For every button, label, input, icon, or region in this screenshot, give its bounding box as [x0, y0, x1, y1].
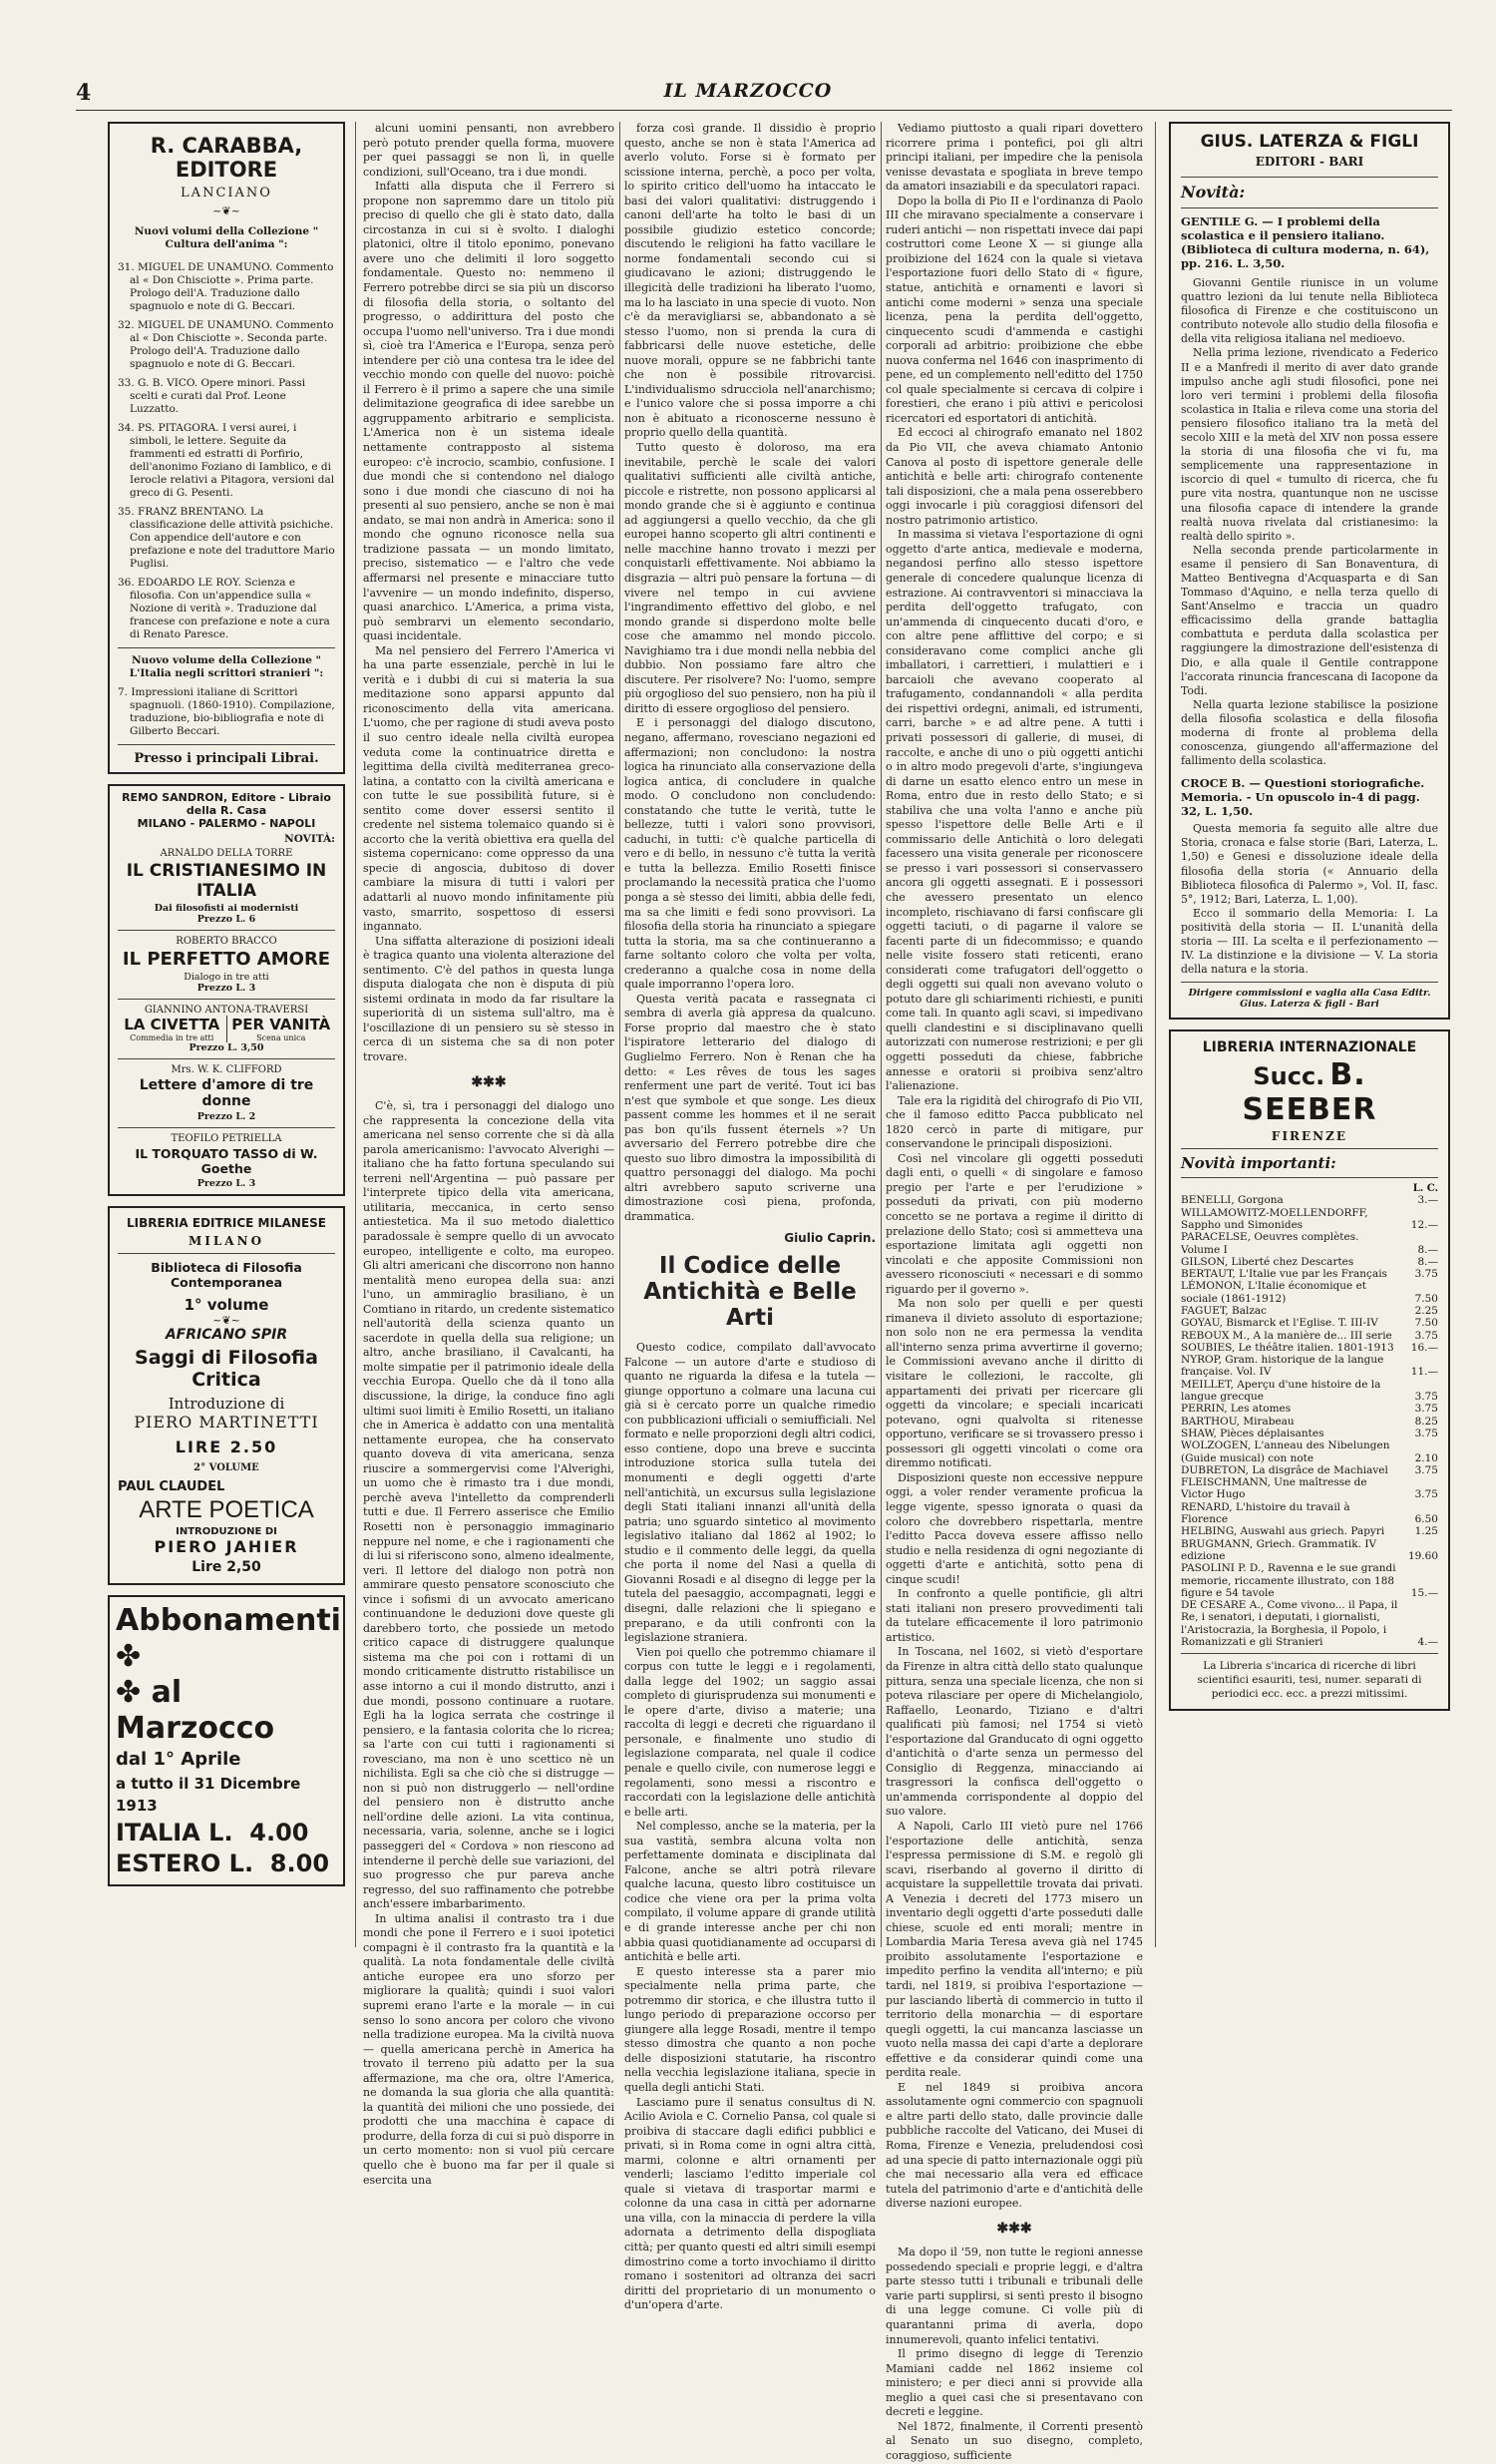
- laterza-footer: Dirigere commissioni e vaglia alla Casa Editr. Gius. Laterza & figli - Bari: [1188, 988, 1431, 1011]
- paragraph: Questa memoria fa seguito alle altre due Storia, cronaca e false storie (Bari, Laterza, L. 1,50) e Genesi e dissoluzione ideale della filosofia della storia (« Annuario della Biblioteca filosofica di Palermo », Vol. II, fasc. 5°, 1912; Bari, Laterza, L. 1,00).: [1181, 822, 1438, 906]
- book-row: [1181, 1501, 1438, 1526]
- book-title: BENELLI, Gorgona: [1181, 1194, 1284, 1207]
- book-price: 2.10: [1414, 1451, 1438, 1464]
- codice-title: Il Codice delle Antichità e Belle Arti: [643, 1253, 857, 1332]
- book-title: PERRIN, Les atomes: [1181, 1403, 1292, 1416]
- book-row: [1181, 1464, 1438, 1476]
- book-row: [1181, 1330, 1438, 1342]
- sandron-author-2: ROBERTO BRACCO: [176, 936, 277, 947]
- list-item: 35. FRANZ BRENTANO. La classificazione delle attività psichiche. Con appendice dell'autore e con prefazione e note del traduttore Mario Puglisi.: [118, 506, 335, 570]
- abbonamenti-line-4: a tutto il 31 Dicembre 1913: [116, 1775, 301, 1815]
- book-title: SOUBIES, Le théâtre italien. 1801-1913: [1181, 1341, 1394, 1354]
- milanese-price-2: Lire 2,50: [191, 1559, 261, 1575]
- paragraph: Vien poi quello che potremmo chiamare il corpus con tutte le leggi e i regolamenti, dalla legge del 1902; un saggio assai completo di giurisprudenza sui monumenti e le opere d'arte, diviso a materie; una raccolta di leggi e decreti che riguardano il personale, e finalmente uno studio di legislazione comparata, nel quale il codice penale e quello civile, con numerose leggi e regolamenti, sono messi a riscontro e raccordati con la legislazione delle antichità e belle arti.: [624, 1645, 876, 1819]
- ad-milanese: [108, 1206, 345, 1585]
- carabba-list: [118, 261, 335, 641]
- milanese-header: LIBRERIA EDITRICE MILANESE: [127, 1216, 326, 1230]
- sandron-author-4: Mrs. W. K. CLIFFORD: [171, 1064, 282, 1075]
- paragraph: Lasciamo pure il senatus consultus di N. Acilio Aviola e C. Cornelio Pansa, col quale si proibiva di staccare dagli edifici pubblici e privati, sì in Roma come in ogni altra città, marmi, colonne e altri ornamenti per venderli; lasciamo l'editto imperiale col quale si vietava di trasportar marmi e colonne da una casa in città per adornarne una villa, con la minaccia di perdere la villa adornata a detrimento della dispogliata città; per quanto questi ed altri simili esempi dimostrino come a torto invochiamo il diritto romano i sostenitori ad oltranza dei sacri diritti del proprietario di un monumento o d'un'opera d'arte.: [624, 2095, 876, 2312]
- abbonamenti-line-2: ✤ al Marzocco: [116, 1675, 275, 1746]
- paragraph: Giovanni Gentile riunisce in un volume quattro lezioni da lui tenute nella Biblioteca filosofica di Firenze e che costituiscono un contributo notevole allo studio della filosofia e della vita religiosa italiana nel medioevo.: [1181, 276, 1438, 346]
- book-title: BARTHOU, Mirabeau: [1181, 1415, 1295, 1428]
- divider: [1181, 1653, 1438, 1654]
- book-row: [1181, 1599, 1438, 1648]
- sandron-author-5: TEOFILO PETRIELLA: [171, 1133, 282, 1144]
- seeber-succ: Succ.: [1253, 1062, 1325, 1091]
- paragraph: Una siffatta alterazione di posizioni ideali è tragica quanto una violenta alterazione del sentimento. C'è del pathos in questa lunga disputa dialogata che non è disputa di più sistemi ordinata in modo da far risultare la superiorità di un sistema sull'altro, ma è l'oscillazione di un pensiero su sè stesso in cerca di un sistema che sa di non poter trovare.: [363, 934, 614, 1063]
- book-row: [1181, 1207, 1438, 1232]
- book-price: 3.75: [1414, 1268, 1438, 1281]
- paragraph: Ma nel pensiero del Ferrero l'America vi ha una parte essenziale, perchè in lui le verità e i dubbi di cui si materia la sua meditazione sono apparsi appunto dal riconoscimento della vita americana. L'uomo, che per ragione di studi aveva posto il suo centro ideale nella civiltà europea veduta come la continuatrice diretta e legittima della civiltà mediterranea greco-latina, a contatto con la civiltà americana e con tutte le sue possibilità future, si è sentito come dover essersi sentito il credente nel sistema tolemaico quando si è accorto che la verità obiettiva era quella del sistema copernicano: come oppresso da una specie di angoscia, dubitoso di dover cambiare la misura di tutti i valori per adattarli al nuovo mondo infinitamente più vasto, smarrito, sospettoso di essersi ingannato.: [363, 643, 614, 934]
- book-price: 6.50: [1414, 1513, 1438, 1526]
- flourish: ~❦~: [212, 1314, 240, 1327]
- paragraph: A Napoli, Carlo III vietò pure nel 1766 l'esportazione delle antichità, senza l'espressa permissione di S.M. e regolò gli scavi, riserbando al governo il diritto di acquistare la suppellettile trovata dai privati. A Venezia i decreti del 1773 misero un inventario degli oggetti d'arte posseduti dalle chiese, scuole ed enti morali; mentre in Lombardia Maria Teresa aveva già nel 1745 proibito assolutamente l'esportazione e impedito perfino la vendita all'interno; e più tardi, nel 1819, si proibiva l'esportazione — pur lasciando libertà di commercio in tutto il territorio della monarchia — di esportare quegli oggetti, la cui mancanza lasciasse un vuoto nella massa dei capi d'arte a deplorare effettive e da considerar quindi come una perdita reale.: [886, 1819, 1143, 2080]
- carabba-series-head: Nuovi volumi della Collezione " Cultura dell'anima ":: [134, 225, 319, 250]
- sandron-price-3: Prezzo L. 3,50: [188, 1042, 264, 1053]
- seeber-currency: L. C.: [1412, 1183, 1438, 1195]
- laterza-book-1-head: GENTILE G. — I problemi della scolastica e il pensiero italiano. (Biblioteca di cultura moderna, n. 64), pp. 216. L. 3,50.: [1181, 214, 1430, 270]
- sandron-sub-3b: Scena unica: [256, 1033, 306, 1042]
- book-row: [1181, 1525, 1438, 1537]
- sandron-sub-2: Dialogo in tre atti: [184, 972, 269, 983]
- book-title: FLEISCHMANN, Une maîtresse de Victor Hugo: [1181, 1476, 1367, 1501]
- milanese-city: MILANO: [187, 1234, 265, 1248]
- book-row: [1181, 1439, 1438, 1464]
- laterza-sub: EDITORI - BARI: [1255, 155, 1364, 169]
- paragraph: In Toscana, nel 1602, si vietò d'esportare da Firenze in altra città dello stato qualunque pittura, senza una speciale licenza, che non si poteva rilasciare per opere di Michelangiolo, Raffaello, Leonardo, Tiziano e d'altri qualificati più famosi; nel 1754 si vietò l'esportazione dal Granducato di ogni oggetto d'antichità o d'arte senza un permesso del Consiglio di Reggenza, minacciando ai trasgressori la confisca dell'oggetto o un'ammenda corrispondente al doppio del suo valore.: [886, 1645, 1143, 1819]
- book-price: 4.—: [1417, 1636, 1438, 1648]
- ad-abbonamenti: [108, 1595, 345, 1886]
- divider: [118, 930, 335, 931]
- laterza-novita: Novità:: [1181, 183, 1246, 202]
- book-title: MEILLET, Aperçu d'une histoire de la langue grecque: [1181, 1378, 1381, 1404]
- sandron-title-1: IL CRISTIANESIMO IN ITALIA: [126, 861, 327, 901]
- seeber-name: B. SEEBER: [1242, 1057, 1377, 1128]
- book-title: RENARD, L'histoire du travail à Florence: [1181, 1500, 1350, 1526]
- book-row: [1181, 1538, 1438, 1563]
- sandron-title-2: IL PERFETTO AMORE: [122, 949, 331, 970]
- book-row: [1181, 1403, 1438, 1415]
- paragraph: alcuni uomini pensanti, non avrebbero però potuto prender quella forma, muovere per quei passaggi se non lì, in quelle condizioni, sull'Oceano, tra i due mondi.: [363, 122, 614, 179]
- book-title: SHAW, Pièces déplaisantes: [1181, 1427, 1324, 1439]
- paragraph: forza così grande. Il dissidio è proprio questo, anche se non è stata l'America ad averlo voluto. Forse si è formato per scissione interna, perchè, a poco per volta, lo spirito critico dell'uomo ha intaccato le basi dei valori qualitativi: distruggendo i canoni dell'arte ha tolto le basi di un possibile giudizio estetico concorde; discutendo le religioni ha fatto vacillare le norme fondamentali secondo cui si giudicavano le azioni; distruggendo le illegicità delle tradizioni ha liberato l'uomo, ma lo ha lasciato in una specie di vuoto. Non c'è da meravigliarsi se, abbandonato a sè stesso l'uomo, non si prenda la cura di fabbricarsi delle nuove estetiche, delle nuove morali, oppure se ne fabbrichi tante che non è possibile ritrovarcisi. L'individualismo sdrucciola nell'anarchismo; e l'unico valore che si possa imporre a chi non è abituato a riconoscerne nessuno è proprio quello della quantità.: [624, 122, 876, 440]
- paragraph: Vediamo piuttosto a quali ripari dovettero ricorrere prima i pontefici, poi gli altri principi italiani, per impedire che la penisola venisse devastata e spogliata in breve tempo da amatori insaziabili e da speculatori rapaci.: [886, 122, 1143, 194]
- book-title: GOYAU, Bismarck et l'Eglise. T. III-IV: [1181, 1317, 1378, 1330]
- paragraph: Il primo disegno di legge di Terenzio Mamiani cadde nel 1862 insieme col ministero; e per dieci anni si provvide alla meglio a quei casi che si presentavano con decreti e leggine.: [886, 2347, 1143, 2419]
- milanese-title-2: ARTE POETICA: [139, 1496, 314, 1523]
- book-price: 8.—: [1417, 1255, 1438, 1268]
- paragraph: Tale era la rigidità del chirografo di Pio VII, che il famoso editto Pacca pubblicato nel 1820 cercò in parte di mitigare, pur conservandone le principali disposizioni.: [886, 1093, 1143, 1151]
- paragraph: Nel 1872, finalmente, il Correnti presentò al Senato un suo disegno, completo, coraggioso, sufficiente: [886, 2419, 1143, 2462]
- book-price: 12.—: [1410, 1218, 1438, 1231]
- laterza-name: GIUS. LATERZA & FIGLI: [1200, 132, 1419, 152]
- milanese-author-1: AFRICANO SPIR: [165, 1327, 288, 1343]
- sandron-title-3b-cell: [227, 1016, 336, 1042]
- list-item: 31. MIGUEL DE UNAMUNO. Commento al « Don Chisciotte ». Prima parte. Prologo dell'A. Traduzione dallo spagnuolo e note di G. Beccari.: [118, 261, 334, 312]
- carabba-list-2: [118, 686, 335, 738]
- sandron-title-3-row: [118, 1016, 335, 1042]
- paragraph: Dopo la bolla di Pio II e l'ordinanza di Paolo III che miravano specialmente a conservare i ruderi antichi — non rispettati invece dai papi costruttori come Leone X — si giunge alla proibizione del 1624 con la quale si vietava l'esportazione fuori dello Stato di « figure, statue, antichità e ornamenti e lavori sì antichi come moderni » senza una speciale licenza, pena la perdita dell'oggetto, cinquecento scudi d'ammenda e castighi corporali ad arbitrio: proibizione che ebbe nuova conferma nel 1646 con inasprimento di pene, ed un complemento nell'editto del 1750 col quale specialmente si cercava di colpire i forestieri, che erano i più attivi e pericolosi ricercatori ed esportatori di antichità.: [886, 194, 1143, 425]
- abbonamenti-line-5: ITALIA L. 4.00: [116, 1819, 309, 1847]
- book-row: [1181, 1342, 1438, 1354]
- sandron-cities: MILANO - PALERMO - NAPOLI: [137, 817, 316, 830]
- paragraph: E questo interesse sta a parer mio specialmente nella prima parte, che potremmo dir storica, e che illustra tutto il lungo periodo di preparazione occorso per giungere alla legge Rosadi, mentre il tempo stesso dimostra che quanto a non poche delle disposizioni statutarie, ha riscontro nella vecchia legislazione italiana, specie in quella degli antichi Stati.: [624, 1964, 876, 2094]
- book-row: [1181, 1476, 1438, 1501]
- divider: [1181, 1148, 1438, 1149]
- paragraph: In confronto a quelle pontificie, gli altri stati italiani non presero provvedimenti tali da tutelare efficacemente il loro patrimonio artistico.: [886, 1587, 1143, 1644]
- divider: [118, 647, 335, 648]
- book-price: 2.25: [1414, 1304, 1438, 1317]
- paragraph: In massima si vietava l'esportazione di ogni oggetto d'arte antica, medievale e moderna, negandosi perfino allo stesso ispettore generale di concedere qualunque licenza di estrazione. Ai contravventori si minacciava la perdita dell'oggetto trafugato, con un'ammenda di cinquecento ducati d'oro, e con altre pene afflittive del corpo; e si consideravano come complici anche gli imballatori, i carrettieri, i mulattieri e i barcaioli che avevano cooperato al trafugamento, condannandoli « alla perdita dei rispettivi ordegni, animali, ed istrumenti, carri, barche » e ad altre pene. A tutti i privati possessori di gallerie, di musei, di raccolte, e anche di uno o più oggetti antichi o in altro modo pregevoli d'arte, s'ingiungeva di darne un esatto elenco entro un mese in Roma, entro due in resto dello Stato; e si stabiliva che una volta l'anno e anche più spesso l'ispettore delle Belle Arti e il commissario delle Antichità o loro delegati facessero una visita generale per riconoscere se presso i vari possessori si conservassero ancora gli oggetti assegnati. E i possessori che avessero presentato un elenco incompleto, rischiavano di farsi confiscare gli oggetti taciuti, o di pagarne il valore se facenti parte di un fidecommisso; e quando nelle visite fossero stati reticenti, erano considerati come trafugatori dell'oggetto o degli oggetti sui quali non avevano voluto o potuto dare gli schiarimenti richiesti, e puniti come tali. In quanto agli scavi, si impedivano quelli clandestini e si disciplinavano quelli autorizzati con numerose restrizioni; e per gli oggetti posseduti da chiese, fabbriche annesse e oratorii si proibiva senz'altro l'alienazione.: [886, 528, 1143, 1093]
- column-rule: [1155, 122, 1156, 1947]
- paragraph: E nel 1849 si proibiva ancora assolutamente ogni commercio con spagnuoli e altre parti dello stato, dalle provincie dalle pubbliche raccolte del Vaticano, dei Musei di Roma, Firenze e Venezia, preludendosi così ad una specie di patto internazionale oggi più che mai necessario alla vera ed efficace tutela del patrimonio d'arte e d'antichità delle diverse nazioni europee.: [886, 2080, 1143, 2211]
- book-row: [1181, 1305, 1438, 1317]
- book-row: [1181, 1354, 1438, 1379]
- book-price: 19.60: [1407, 1549, 1438, 1562]
- book-price: 3.75: [1414, 1427, 1438, 1439]
- book-title: NYROP, Gram. historique de la langue française. Vol. IV: [1181, 1354, 1384, 1379]
- seeber-header: LIBRERIA INTERNAZIONALE: [1202, 1039, 1417, 1056]
- article-column-1: [363, 122, 614, 2187]
- paragraph: Nel complesso, anche se la materia, per la sua vastità, sembra alcuna volta non perfettamente dominata e disciplinata dal Falcone, anche se altri potrà rilevare qualche lacuna, questo libro costituisce un codice che viene ora per la prima volta compilato, il volume appare di grande utilità e di grande interesse anche per chi non abbia quasi quotidianamente ad occuparsi di antichità e belle arti.: [624, 1820, 876, 1964]
- paragraph: Questo codice, compilato dall'avvocato Falcone — un autore d'arte e studioso di quanto ne riguarda la difesa e la tutela — giunge opportuno a colmare una lacuna cui già si è cercato porre un qualche rimedio con pubblicazioni ufficiali o semiufficiali. Nel formato e nelle proporzioni degli altri codici, esso contiene, dopo una breve e succinta introduzione storica sulla tutela dei monumenti e degli oggetti d'arte nell'antichità, un excursus sulla legislazione degli Stati italiani innanzi all'unità della patria; uno sguardo sintetico al movimento legislativo italiano dal 1862 al 1902; lo studio e il commento delle leggi, da quella che porta il nome del Nasi a quella di Giovanni Rosadi e al disegno di legge per la tutela del paesaggio, accompagnati, leggi e disegni, dalle relazioni che li spiegano e preparano, e da utili confronti con la legislazione straniera.: [624, 1341, 876, 1645]
- sandron-title-3a: LA CIVETTA: [124, 1016, 220, 1033]
- book-price: 3.75: [1414, 1488, 1438, 1501]
- list-item: 34. PS. PITAGORA. I versi aurei, i simboli, le lettere. Seguite da frammenti ed estratti di Porfirio, dell'anonimo Foziano di Iamblico, e di Ierocle relativi a Pitagora, versioni dal greco di G. Pesenti.: [118, 422, 335, 499]
- header-rule: [76, 110, 1452, 111]
- laterza-book-2-head: CROCE B. — Questioni storiografiche. Memoria. - Un opuscolo in-4 di pagg. 32, L. 1,50.: [1181, 776, 1425, 819]
- book-row: [1181, 1379, 1438, 1404]
- article-signature: Giulio Caprin.: [784, 1230, 876, 1245]
- milanese-price-1: LIRE 2.50: [175, 1437, 278, 1456]
- book-price: 3.75: [1414, 1329, 1438, 1342]
- book-title: GILSON, Liberté chez Descartes: [1181, 1255, 1354, 1268]
- paragraph: Questa verità pacata e rassegnata ci sembra di averla già appresa da qualcuno. Forse proprio dal maestro che è stato l'ispiratore letterario del dialogo di Guglielmo Ferrero. Non è Renan che ha detto: « Les rêves de tous les sages renferment une part de verité. Tout ici bas n'est que symbole et que songe. Les dieux passent comme les hommes et il ne serait pas bon qu'ils fussent éternels »? Un avversario del Ferrero potrebbe dire che questo suo libro dimostra la impossibilità di quattro personaggi del dialogo. Ma pochi altri avrebbero saputo scriverne una dimostrazione così piena, profonda, drammatica.: [624, 992, 876, 1224]
- book-row: [1181, 1562, 1438, 1599]
- book-price: 3.—: [1417, 1194, 1438, 1207]
- book-title: REBOUX M., A la manière de... III serie: [1181, 1329, 1392, 1342]
- ad-carabba: [108, 122, 345, 774]
- abbonamenti-line-6: ESTERO L. 8.00: [116, 1849, 330, 1877]
- sandron-price-1: Prezzo L. 6: [196, 914, 256, 925]
- paragraph: Ma dopo il '59, non tutte le regioni annesse possedendo speciali e proprie leggi, e d'altra parte stesso tutti i tribunali e tribunali delle varie parti supplirsi, si sentì presto il bisogno di una legge comune. Ci volle più di quarantanni prima di averla, dopo innumerevoli, quanto infelici tentativi.: [886, 2246, 1143, 2346]
- article-column-2: [624, 122, 876, 2312]
- right-ad-column: [1169, 122, 1450, 1721]
- milanese-author-2: PAUL CLAUDEL: [118, 1479, 225, 1494]
- sandron-price-4: Prezzo L. 2: [196, 1111, 256, 1122]
- book-row: [1181, 1194, 1438, 1206]
- sandron-header: REMO SANDRON, Editore - Libraio della R. Casa: [122, 791, 331, 817]
- paragraph: Ma non solo per quelli e per questi rimaneva il divieto assoluto di esportazione; non solo non ne era permessa la vendita all'interno senza prima avvertirne il governo; le Commissioni avevano anche il diritto di visitare le collezioni, le raccolte, gli appartamenti dei privati per ricercare gli oggetti da vincolare; e speciali incaricati potevano, ogni qualvolta si ritenesse opportuno, verificare se si trovassero presso i possessori gli oggetti vincolati o come ora diremmo notificati.: [886, 1297, 1143, 1470]
- left-ad-column: [108, 122, 345, 1896]
- seeber-footer: La Libreria s'incarica di ricerche di libri scientifici esauriti, tesi, numer. separati di periodici ecc. ecc. a prezzi mitissimi.: [1197, 1660, 1422, 1701]
- book-price: 8.25: [1414, 1415, 1438, 1428]
- sandron-title-3b: PER VANITÀ: [231, 1016, 331, 1033]
- laterza-book-1-text: [1181, 276, 1438, 768]
- laterza-book-2-text: [1181, 822, 1438, 977]
- sandron-sub-3a: Commedia in tre atti: [130, 1033, 214, 1042]
- sandron-author-1: ARNALDO DELLA TORRE: [160, 848, 293, 859]
- sandron-title-3a-cell: [118, 1016, 227, 1042]
- book-row: [1181, 1416, 1438, 1428]
- book-title: HELBING, Auswahl aus griech. Papyri: [1181, 1525, 1385, 1538]
- sandron-novita: NOVITÀ:: [284, 833, 335, 845]
- book-row: [1181, 1428, 1438, 1439]
- carabba-city: LANCIANO: [181, 186, 272, 201]
- sandron-price-5: Prezzo L. 3: [196, 1178, 256, 1189]
- paragraph: Nella prima lezione, rivendicato a Federico II e a Manfredi il merito di aver dato grande impulso anche agli studi filosofici, pone nei loro veri termini i problemi della filosofia scolastica in Italia e rileva come una storia del pensiero filosofico italiano tra la metà del secolo XIII e la metà del XIV non possa essere la storia di una filosofia che vi fu, ma semplicemente una rappresentazione in iscorcio di quel « tumulto di ricerca, che fu pure vita nostra, quantunque non ne uscisse una filosofia capace di intendere la grande realtà nuova rivelata dal cristianesimo: la realtà dello spirito ».: [1181, 346, 1438, 543]
- paragraph: C'è, sì, tra i personaggi del dialogo uno che rappresenta la concezione della vita americana nel senso corrente che si dà alla parola americanismo: l'avvocato Alverighi — italiano che ha fatto fortuna speculando sui terreni nell'Argentina — può passare per l'interprete tipico della vita americana, utilitaria, meccanica, in certo senso antiestetica. Ma il suo metodo dialettico paradossale è sempre quello di un avvocato europeo, intelligente e colto, ma europeo. Gli altri americani che discorrono non hanno mentalità meno europea della sua: anzi l'uno, un ammiraglio brasiliano, è un Comtiano in ritardo, un credente sistematico nell'autorità della scienza quanto un sacerdote in quella della sua religione; un altro, anche brasiliano, il Cavalcanti, ha molte simpatie per il patrimonio ideale della vecchia Europa. Quello che dà il tono alla discussione, la dirige, la conduce fino agli ultimi suoi limiti è Emilio Rosetti, un italiano che in America è addatto con una mentalità nettamente europea, che ha conservato quanto doveva di vita americana, senza riuscire a sommergervisi come l'Alverighi, un uomo che è rimasto tra i due mondi, perchè aveva l'intelletto da comprenderli tutti e due. Il Ferrero asserisce che Emilio Rosetti non è personaggio immaginario neppure nel nome, e che i ragionamenti che di lui si riferiscono sono, almeno idealmente, veri. Il lettore del dialogo non potrà non ammirare questo pensatore sconosciuto che vince i sofismi di un avvocato americano continuandone le deduzioni dove queste gli darebbero torto, che possiede un metodo critico capace di distruggere qualunque sistema ma che poi con i rottami di un mondo criticamente distrutto ristabilisce un asse intorno a cui il mondo distrutto, anzi i due mondi, possono continuare a ruotare. Egli ha la logica serrata che costringe il pensiero, e la fantasia colorita che lo ricrea; sa l'arte con cui tutti i ragionamenti si rovesciano, ma non è uno scettico nè un nichilista. Egli sa che ciò che si distrugge — non si può non distruggerlo — nell'ordine del pensiero non è distrutto anche nell'ordine delle azioni. La vita continua, necessaria, varia, solenne, anche se i logici passeggeri del « Cordova » non riescono ad intenderne il perchè delle sue variazioni, del suo progresso che pur pareva anche regresso, del suo raffinamento che potrebbe anch'essere imbarbarimento.: [363, 1099, 614, 1911]
- book-row: [1181, 1268, 1438, 1280]
- seeber-novita: Novità importanti:: [1181, 1154, 1336, 1173]
- ad-laterza: [1169, 122, 1450, 1020]
- milanese-intro-1: Introduzione di: [168, 1395, 285, 1413]
- paragraph: Tutto questo è doloroso, ma era inevitabile, perchè le scale dei valori qualitativi sufficienti alle civiltà antiche, piccole e ristrette, non possono applicarsi al mondo grande che si è aggiunto e continua ad aggiungersi a quello vecchio, da che gli europei hanno scoperto gli altri continenti e nelle macchine hanno trovato i mezzi per conquistarli effettivamente. Noi abbiamo la disgrazia — altri può pensare la fortuna — di vivere nel tempo in cui avviene l'ingrandimento effettivo del globo, e nel mondo grande si disperdono molte belle cose che amammo nel mondo piccolo. Navighiamo tra i due mondi nella nebbia del dubbio. Non possiamo fare altro che discutere. Per risolvere? No: l'uomo, sempre più orgoglioso del suo pensiero, non ha più il diritto di essere orgoglioso del pensiero.: [624, 441, 876, 715]
- book-title: PARACELSE, Oeuvres complètes. Volume I: [1181, 1231, 1359, 1256]
- book-row: [1181, 1256, 1438, 1268]
- column-rule: [355, 122, 356, 1947]
- book-price: 11.—: [1410, 1366, 1438, 1379]
- page-number: 4: [76, 80, 92, 106]
- book-price: 7.50: [1414, 1292, 1438, 1305]
- divider: [1181, 1177, 1438, 1178]
- book-price: 8.—: [1417, 1243, 1438, 1256]
- book-row: [1181, 1231, 1438, 1256]
- list-item: 7. Impressioni italiane di Scrittori spagnuoli. (1860-1910). Compilazione, traduzione, bio-bibliografia e note di Gilberto Beccari.: [118, 686, 335, 737]
- milanese-volume-1: 1° volume: [184, 1296, 269, 1314]
- paragraph: Infatti alla disputa che il Ferrero si propone non sapremmo dare un titolo più preciso di quello che gli è stato dato, dalla circostanza in cui si è svolto. I dialoghi platonici, oltre il titolo eponimo, ponevano avere uno che delimiti il loro soggetto fondamentale. Questo no: nemmeno il Ferrero potrebbe dirci se sia più un discorso di filosofia della storia, o soltanto del progresso, o addirittura del posto che occupa l'uomo nell'universo. Tra i due mondi sì, cioè tra l'America e l'Europa, senza però intendere per ciò una contesa tra le idee del vecchio mondo con quelle del nuovo: poichè il Ferrero è il primo a sapere che una simile delimitazione geografica di idee sarebbe un aggruppamento arbitrario e semplicista. L'America non è un sistema ideale nettamente contrapposto al sistema europeo: c'è incrocio, scambio, confusione. I due mondi che si contendono nel dialogo sono i due mondi che ciascuno di noi ha presenti al suo pensiero, anche se non è mai andato, se mai non andrà in America: sono il mondo che ognuno riconosce nella sua tradizione passata — un mondo limitato, preciso, sistematico — e l'altro che vede affermarsi nel presente e minacciare tutto l'avvenire — un mondo indefinito, disperso, quasi anarchico. L'America, a prima vista, può sembrarvi un elemento secondario, quasi incidentale.: [363, 180, 614, 643]
- book-title: PASOLINI P. D., Ravenna e le sue grandi memorie, riccamente illustrato, con 188 figure e 54 tavole: [1181, 1562, 1396, 1599]
- divider: [118, 744, 335, 745]
- section-stars: ✱✱✱: [471, 1073, 507, 1090]
- abbonamenti-line-3: dal 1° Aprile: [116, 1749, 241, 1770]
- book-title: DE CESARE A., Come vivono... il Papa, il Re, i senatori, i deputati, i giornalisti, l'Aristocrazia, la Borghesia, il Popolo, i Romanizzati e gli Stranieri: [1181, 1599, 1398, 1648]
- divider: [118, 1127, 335, 1128]
- sandron-title-4: Lettere d'amore di tre donne: [139, 1077, 314, 1109]
- book-title: LÉMONON, L'Italie économique et sociale (1861-1912): [1181, 1280, 1367, 1305]
- book-title: WILLAMOWITZ-MOELLENDORFF, Sappho und Simonides: [1181, 1206, 1368, 1231]
- column-rule: [619, 122, 620, 1947]
- divider: [1181, 177, 1438, 178]
- book-price: 3.75: [1414, 1391, 1438, 1404]
- milanese-series: Biblioteca di Filosofia Contemporanea: [151, 1260, 302, 1290]
- list-item: 33. G. B. VICO. Opere minori. Passi scelti e curati dal Prof. Leone Luzzatto.: [118, 377, 306, 415]
- paragraph: In ultima analisi il contrasto tra i due mondi che pone il Ferrero e i suoi ipotetici compagni è il contrasto fra la quantità e la qualità. La nota fondamentale delle civiltà antiche europee era uno sforzo per migliorare la qualità; quindi i suoi valori supremi erano l'arte e la morale — in cui senso lo sono ancora per coloro che vivono nella tradizione europea. Ma la civiltà nuova — quella americana perchè in America ha trovato il terreno più adatto per la sua affermazione, ma che ora, oltre l'America, ne domanda la sua gloria che alla quantità: la quantità dei milioni che uno possiede, dei prodotti che una macchina è capace di produrre, della forza di cui si può disporre in un certo momento: non si vuol più cercare quello che è buono ma far per il quale si esercita una: [363, 1911, 614, 2187]
- paragraph: Ed eccoci al chirografo emanato nel 1802 da Pio VII, che aveva chiamato Antonio Canova al posto di ispettore generale delle antichità e belle arti: chirografo contenente tali disposizioni, che a mala pena osserebbero oggi invocarle i più coraggiosi difensori del nostro patrimonio artistico.: [886, 426, 1143, 527]
- article-column-3: [886, 122, 1143, 2462]
- abbonamenti-line-1: Abbonamenti ✤: [116, 1603, 341, 1674]
- seeber-book-table: [1181, 1194, 1438, 1648]
- sandron-author-3: GIANNINO ANTONA-TRAVERSI: [144, 1005, 309, 1016]
- milanese-title-1: Saggi di Filosofia Critica: [135, 1347, 318, 1391]
- masthead: IL MARZOCCO: [663, 80, 833, 102]
- sandron-price-2: Prezzo L. 3: [196, 983, 256, 994]
- sandron-sub-1: Dai filosofisti ai modernisti: [154, 903, 299, 914]
- milanese-intro-2: INTRODUZIONE DI: [176, 1526, 277, 1537]
- divider: [118, 1058, 335, 1059]
- book-price: 3.75: [1414, 1463, 1438, 1476]
- book-title: WOLZOGEN, L'anneau des Nibelungen (Guide musical) con note: [1181, 1439, 1390, 1464]
- paragraph: Ecco il sommario della Memoria: I. La positività della storia — II. L'unanità della storia — III. La scelta e il perfezionamento — IV. La distinzione e la divisione — V. La storia della natura e la storia.: [1181, 906, 1438, 977]
- book-price: 16.—: [1410, 1341, 1438, 1354]
- book-title: BRUGMANN, Griech. Grammatik. IV edizione: [1181, 1537, 1377, 1562]
- book-price: 1.25: [1414, 1525, 1438, 1538]
- carabba-footer: Presso i principali Librai.: [134, 751, 319, 766]
- sandron-title-5: IL TORQUATO TASSO di W. Goethe: [135, 1146, 318, 1176]
- book-price: 3.75: [1414, 1403, 1438, 1416]
- section-stars: ✱✱✱: [996, 2220, 1032, 2237]
- book-title: BERTAUT, L'Italie vue par les Français: [1181, 1268, 1387, 1281]
- book-row: [1181, 1280, 1438, 1305]
- book-title: DUBRETON, La disgrâce de Machiavel: [1181, 1463, 1388, 1476]
- book-row: [1181, 1317, 1438, 1329]
- book-title: FAGUET, Balzac: [1181, 1304, 1267, 1317]
- seeber-city: FIRENZE: [1271, 1129, 1348, 1144]
- seeber-name-row: [1181, 1057, 1438, 1127]
- book-price: 15.—: [1410, 1586, 1438, 1599]
- list-item: 36. EDOARDO LE ROY. Scienza e filosofia. Con un'appendice sulla « Nozione di verità ». Traduzione dal francese con prefazione e note a cura di Renato Paresce.: [118, 577, 330, 640]
- carabba-publisher: R. CARABBA, EDITORE: [150, 134, 303, 182]
- ad-seeber: [1169, 1029, 1450, 1711]
- paragraph: E i personaggi del dialogo discutono, negano, affermano, rovesciano negazioni ed affermazioni; non concludono: la nostra logica ha rinunciato alla conservazione della logica antica, di concludere in qualche modo. O concludono non concludendo: constatando che tutte le verità, tutte le bellezze, tutti i valori sono provvisori, caduchi, in tutti: c'è qualche particella di vero e di bello, in nessuno c'è tutta la verità e tutta la bellezza. Emilio Rosetti finisce proclamando la necessità pratica che l'uomo ponga a sè stesso dei limiti, abbia delle fedi, ma sa che limiti e fedi sono provvisori. La filosofia della storia ha rinunciato a spiegare tutta la storia, ma sa che continueranno a farne soltanto coloro che volta per volta, crederanno a qualche cosa in nome della quale imporranno l'opera loro.: [624, 716, 876, 992]
- paragraph: Disposizioni queste non eccessive neppure oggi, a voler render veramente proficua la legge vigente, spesso ignorata o quasi da coloro che dovrebbero rispettarla, mentre l'editto Pacca doveva essere affisso nello studio e nella residenza di ogni negoziante di oggetti d'arte e antichità, sotto pena di cinque scudi!: [886, 1470, 1143, 1586]
- milanese-introducer-2: PIERO JAHIER: [154, 1537, 299, 1556]
- paragraph: Nella seconda prende particolarmente in esame il pensiero di San Bonaventura, di Matteo Bentivegna d'Acquasparta e di San Tommaso d'Aquino, e nella terza quello di Sant'Anselmo e traccia un quadro efficacissimo della grande battaglia combattuta e perduta dalla scolastica per raggiungere la dimostrazione dell'esistenza di Dio, e alla quale il Gentile contrappone l'accorata rinuncia francescana di Iacopone da Todi.: [1181, 543, 1438, 697]
- list-item: 32. MIGUEL DE UNAMUNO. Commento al « Don Chisciotte ». Seconda parte. Prologo dell'A. Traduzione dallo spagnuolo e note di G. Beccari.: [118, 319, 334, 370]
- book-price: 7.50: [1414, 1317, 1438, 1330]
- milanese-introducer-1: PIERO MARTINETTI: [134, 1413, 319, 1432]
- milanese-volume-2: 2° VOLUME: [193, 1462, 259, 1473]
- column-rule: [881, 122, 882, 1947]
- flourish: ~❦~: [212, 205, 240, 217]
- divider: [118, 1253, 335, 1254]
- divider: [1181, 207, 1438, 208]
- divider: [1181, 982, 1438, 983]
- carabba-series2-head: Nuovo volume della Collezione " L'Italia negli scrittori stranieri ":: [129, 654, 324, 679]
- ad-sandron: [108, 784, 345, 1196]
- paragraph: Così nel vincolare gli oggetti posseduti dagli enti, o quelli « di singolare e famoso pregio per l'arte e per l'erudizione » posseduti da privati, con più moderno concetto se ne portava a regime il diritto di prelazione dello Stato; così si ammetteva una esportazione limitata agli oggetti non vincolati e che apposite Commissioni non avessero riconosciuti « necessari e di sommo riguardo per il governo ».: [886, 1151, 1143, 1296]
- divider: [118, 999, 335, 1000]
- paragraph: Nella quarta lezione stabilisce la posizione della filosofia scolastica e della filosofia moderna di fronte al problema della conoscenza, giungendo all'affermazione del fallimento della scolastica.: [1181, 697, 1438, 768]
